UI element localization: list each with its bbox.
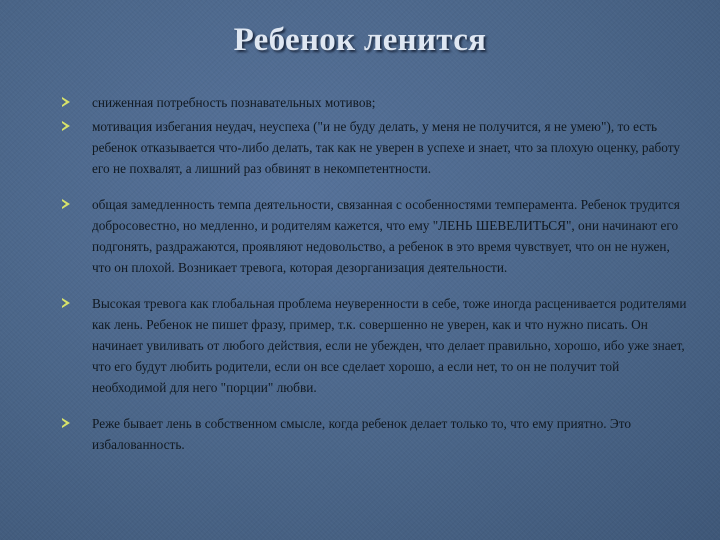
bullet-text: Реже бывает лень в собственном смысле, когда ребенок делает только то, что ему приятно. Это избалованность. <box>92 416 631 452</box>
list-item <box>62 413 690 455</box>
slide-title: Ребенок ленится <box>233 22 487 58</box>
bullet-list <box>62 92 690 470</box>
arrowhead-bullet-icon <box>62 121 70 131</box>
arrowhead-bullet-icon <box>62 97 70 107</box>
bullet-text: Высокая тревога как глобальная проблема неуверенности в себе, тоже иногда расценивается родителями как лень. Ребенок не пишет фразу, пример, т.к. совершенно не уверен, как и что нужно писать. Он начинает увиливать от любого действия, если не убежден, что делает правильно, хорошо, ибо уже знает, что его будут любить родители, если он все сделает хорошо, а если нет, то он не получит той необходимой для него "порции" любви. <box>92 296 687 395</box>
list-item <box>62 116 690 179</box>
list-item <box>62 293 690 398</box>
arrowhead-bullet-icon <box>62 418 70 428</box>
list-item <box>62 92 690 113</box>
bullet-text: общая замедленность темпа деятельности, связанная с особенностями темперамента. Ребенок трудится добросовестно, но медленно, и родителям кажется, что ему "ЛЕНЬ ШЕВЕЛИТЬСЯ", они начинают его подгонять, раздражаются, проявляют недовольство, а ребенок в это время чувствует, что он не нужен, что он плохой. Возникает тревога, которая дезорганизация деятельности. <box>92 197 680 275</box>
arrowhead-bullet-icon <box>62 199 70 209</box>
arrowhead-bullet-icon <box>62 298 70 308</box>
bullet-text: мотивация избегания неудач, неуспеха ("и не буду делать, у меня не получится, я не умею"), то есть ребенок отказывается что-либо делать, так как не уверен в успехе и знает, что за плохую оценку, работу его не похвалят, а лишний раз обвинят в некомпетентности. <box>92 119 680 176</box>
bullet-text: сниженная потребность познавательных мотивов; <box>92 95 376 110</box>
list-item <box>62 194 690 278</box>
